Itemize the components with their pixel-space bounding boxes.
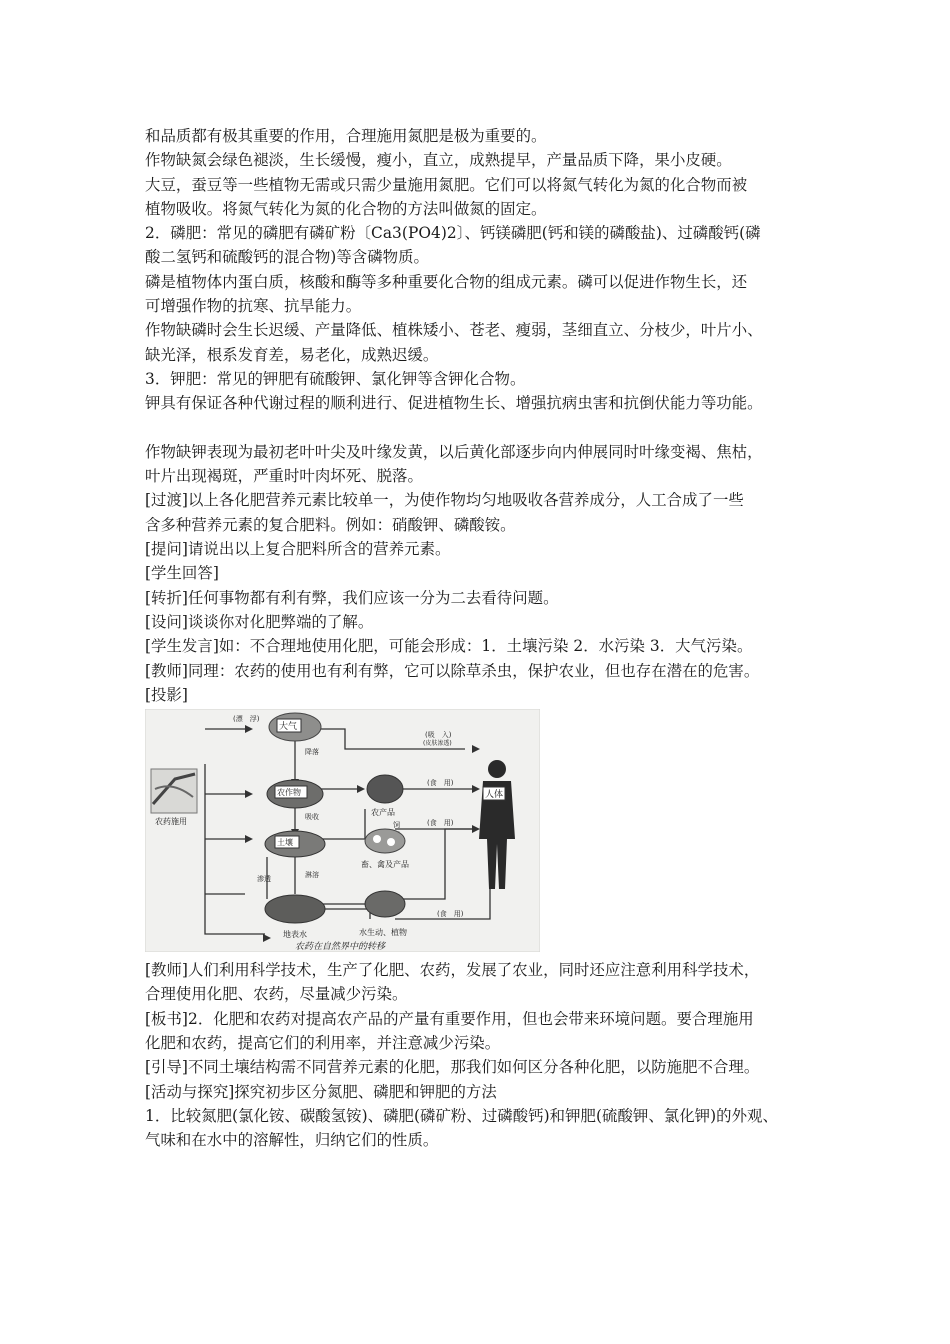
text-line: 磷是植物体内蛋白质，核酸和酶等多种重要化合物的组成元素。磷可以促进作物生长，还 (145, 272, 748, 291)
text-line: 大豆，蚕豆等一些植物无需或只需少量施用氮肥。它们可以将氮气转化为氮的化合物而被 (145, 175, 748, 194)
label-leach: 淋溶 (305, 871, 319, 880)
label-eat-3: (食 用) (437, 910, 464, 919)
text-line: [活动与探究]探究初步区分氮肥、磷肥和钾肥的方法 (145, 1082, 497, 1101)
document-body (145, 124, 825, 1153)
text-line: 和品质都有极其重要的作用，合理施用氮肥是极为重要的。 (145, 127, 547, 145)
label-fall: 降落 (305, 748, 319, 757)
text-line: [过渡]以上各化肥营养元素比较单一，为使作物均匀地吸收各营养成分，人工合成了一些 (145, 491, 744, 510)
pesticide-transfer-diagram (145, 709, 540, 952)
pesticide-transfer-figure (145, 709, 540, 952)
label-absorb: 吸收 (305, 813, 319, 822)
paragraph-block-before (145, 124, 825, 707)
label-runoff: 渗透 (257, 875, 271, 884)
paragraph-block-after (145, 958, 825, 1152)
blank-line (145, 416, 825, 440)
label-aquatic: 水生动、植物 (359, 928, 407, 938)
text-line: 作物缺磷时会生长迟缓、产量降低、植株矮小、苍老、瘦弱，茎细直立、分枝少，叶片小、 (145, 321, 763, 340)
text-line: [学生回答] (145, 564, 219, 583)
label-air: 大气 (279, 722, 298, 733)
text-line: [学生发言]如：不合理地使用化肥，可能会形成：1．土壤污染 2．水污染 3．大气污染。 (145, 637, 753, 656)
text-line: 合理使用化肥、农药，尽量减少污染。 (145, 985, 408, 1004)
text-line: 缺光泽，根系发育差，易老化，成熟迟缓。 (145, 345, 439, 364)
text-line: 气味和在水中的溶解性，归纳它们的性质。 (145, 1131, 439, 1150)
text-line: 可增强作物的抗寒、抗旱能力。 (145, 297, 362, 316)
label-drift: (漂 浮) (233, 715, 260, 724)
label-eat-2: (食 用) (427, 819, 454, 828)
figure-caption: 农药在自然界中的转移 (295, 942, 386, 953)
label-feed: 饲 (393, 821, 400, 830)
text-line: 作物缺氮会绿色褪淡，生长缓慢，瘦小，直立，成熟提早，产量品质下降，果小皮硬。 (145, 151, 732, 170)
text-line: [板书]2．化肥和农药对提高农产品的产量有重要作用，但也会带来环境问题。要合理施用 (145, 1009, 754, 1028)
text-line: 作物缺钾表现为最初老叶叶尖及叶缘发黄，以后黄化部逐步向内伸展同时叶缘变褐、焦枯， (145, 442, 763, 461)
text-line: 化肥和农药，提高它们的利用率，并注意减少污染。 (145, 1034, 501, 1053)
crop-node (267, 780, 323, 808)
text-line: 钾具有保证各种代谢过程的顺利进行、促进植物生长、增强抗病虫害和抗倒伏能力等功能。 (145, 394, 763, 413)
text-line: [投影] (145, 685, 188, 704)
label-skin: (皮肤渗透) (423, 740, 452, 748)
label-pesticide: 农药施用 (155, 817, 187, 827)
soil-node (265, 831, 325, 857)
text-line: 酸二氢钙和硫酸钙的混合物)等含磷物质。 (145, 248, 429, 267)
text-line: [引导]不同土壤结构需不同营养元素的化肥，那我们如何区分各种化肥，以防施肥不合理。 (145, 1058, 760, 1077)
label-product: 农产品 (371, 808, 395, 818)
label-soil: 土壤 (277, 838, 293, 848)
label-crop: 农作物 (277, 788, 301, 798)
label-human: 人体 (485, 790, 504, 801)
air-node (269, 713, 321, 741)
label-livestock: 畜、禽及产品 (361, 860, 409, 870)
text-line: [设问]谈谈你对化肥弊端的了解。 (145, 612, 374, 631)
text-line: [提问]请说出以上复合肥料所含的营养元素。 (145, 540, 451, 559)
text-line: [教师]同理：农药的使用也有利有弊，它可以除草杀虫，保护农业，但也存在潜在的危害。 (145, 661, 760, 680)
label-eat-1: (食 用) (427, 779, 454, 788)
text-line: 2．磷肥：常见的磷肥有磷矿粉〔Ca3(PO4)2〕、钙镁磷肥(钙和镁的磷酸盐)、过磷酸钙(磷 (145, 224, 761, 243)
text-line: 叶片出现褐斑，严重时叶肉坏死、脱落。 (145, 467, 423, 486)
text-line: [转折]任何事物都有利有弊，我们应该一分为二去看待问题。 (145, 588, 559, 607)
text-line: 1．比较氮肥(氯化铵、碳酸氢铵)、磷肥(磷矿粉、过磷酸钙)和钾肥(硫酸钾、氯化钾)的外观、 (145, 1106, 778, 1125)
text-line: 含多种营养元素的复合肥料。例如：硝酸钾、磷酸铵。 (145, 515, 516, 534)
label-inhale: (吸 入) (425, 731, 452, 740)
text-line: 3．钾肥：常见的钾肥有硫酸钾、氯化钾等含钾化合物。 (145, 369, 526, 388)
label-groundwater: 地表水 (283, 930, 307, 940)
text-line: 植物吸收。将氮气转化为氮的化合物的方法叫做氮的固定。 (145, 199, 547, 218)
text-line: [教师]人们利用科学技术，生产了化肥、农药，发展了农业，同时还应注意利用科学技术， (145, 961, 760, 980)
